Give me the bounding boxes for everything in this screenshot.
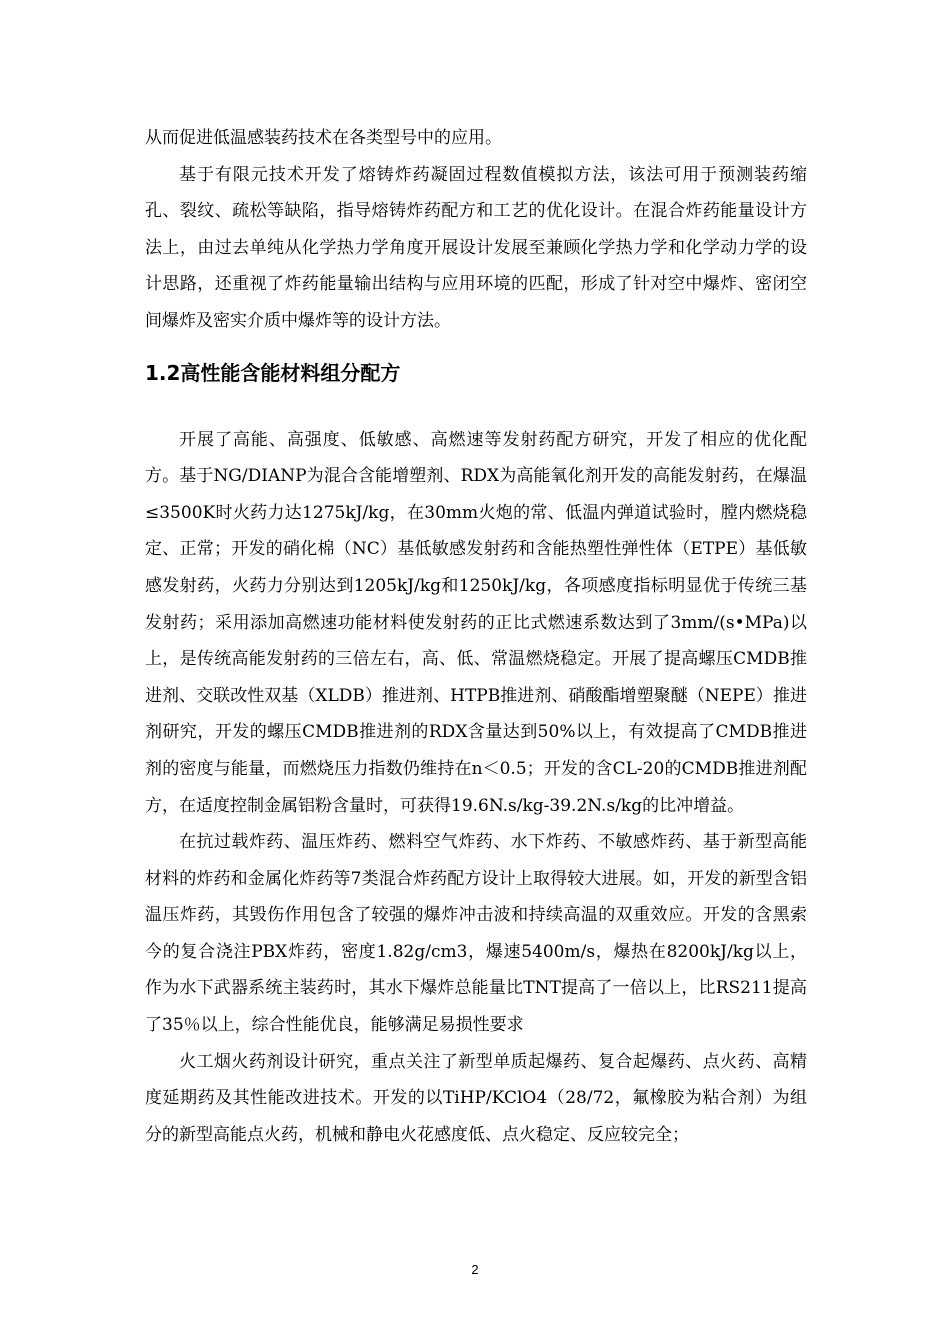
page-number: 2 — [471, 1262, 479, 1277]
paragraph-continuation: 从而促进低温感装药技术在各类型号中的应用。 — [145, 128, 502, 148]
document-body — [145, 120, 807, 1153]
paragraph-explosives: 在抗过载炸药、温压炸药、燃料空气炸药、水下炸药、不敏感炸药、基于新型高能材料的炸药和金属化炸药等7类混合炸药配方设计上取得较大进展。如，开发的新型含铝温压炸药，其毁伤作用包含了较强的爆炸冲击波和持续高温的双重效应。开发的含黑索今的复合浇注PBX炸药，密度1.82g/cm3，爆速5400m/s，爆热在8200kJ/kg以上，作为水下武器系统主装药时，其水下爆炸总能量比TNT提高了一倍以上，比RS211提高了35％以上，综合性能优良，能够满足易损性要求 — [145, 832, 807, 1036]
section-heading: 1.2高性能含能材料组分配方 — [145, 360, 401, 385]
paragraph-simulation-methods: 基于有限元技术开发了熔铸炸药凝固过程数值模拟方法，该法可用于预测装药缩孔、裂纹、疏松等缺陷，指导熔铸炸药配方和工艺的优化设计。在混合炸药能量设计方法上，由过去单纯从化学热力学角度开展设计发展至兼顾化学热力学和化学动力学的设计思路，还重视了炸药能量输出结构与应用环境的匹配，形成了针对空中爆炸、密闭空间爆炸及密实介质中爆炸等的设计方法。 — [145, 164, 807, 331]
paragraph-pyrotechnics: 火工烟火药剂设计研究，重点关注了新型单质起爆药、复合起爆药、点火药、高精度延期药及其性能改进技术。开发的以TiHP/KClO4（28/72，氟橡胶为粘合剂）为组分的新型高能点火药，机械和静电火花感度低、点火稳定、反应较完全； — [145, 1051, 807, 1145]
paragraph-propellants: 开展了高能、高强度、低敏感、高燃速等发射药配方研究，开发了相应的优化配方。基于NG/DIANP为混合含能增塑剂、RDX为高能氧化剂开发的高能发射药，在爆温≤3500K时火药力达1275kJ/kg，在30mm火炮的常、低温内弹道试验时，膛内燃烧稳定、正常；开发的硝化棉（NC）基低敏感发射药和含能热塑性弹性体（ETPE）基低敏感发射药，火药力分别达到1205kJ/kg和1250kJ/kg，各项感度指标明显优于传统三基发射药；采用添加高燃速功能材料使发射药的正比式燃速系数达到了3mm/(s•MPa)以上，是传统高能发射药的三倍左右，高、低、常温燃烧稳定。开展了提高螺压CMDB推进剂、交联改性双基（XLDB）推进剂、HTPB推进剂、硝酸酯增塑聚醚（NEPE）推进剂研究，开发的螺压CMDB推进剂的RDX含量达到50%以上，有效提高了CMDB推进剂的密度与能量，而燃烧压力指数仍维持在n＜0.5；开发的含CL-20的CMDB推进剂配方，在适度控制金属铝粉含量时，可获得19.6N.s/kg-39.2N.s/kg的比冲增益。 — [145, 429, 807, 816]
